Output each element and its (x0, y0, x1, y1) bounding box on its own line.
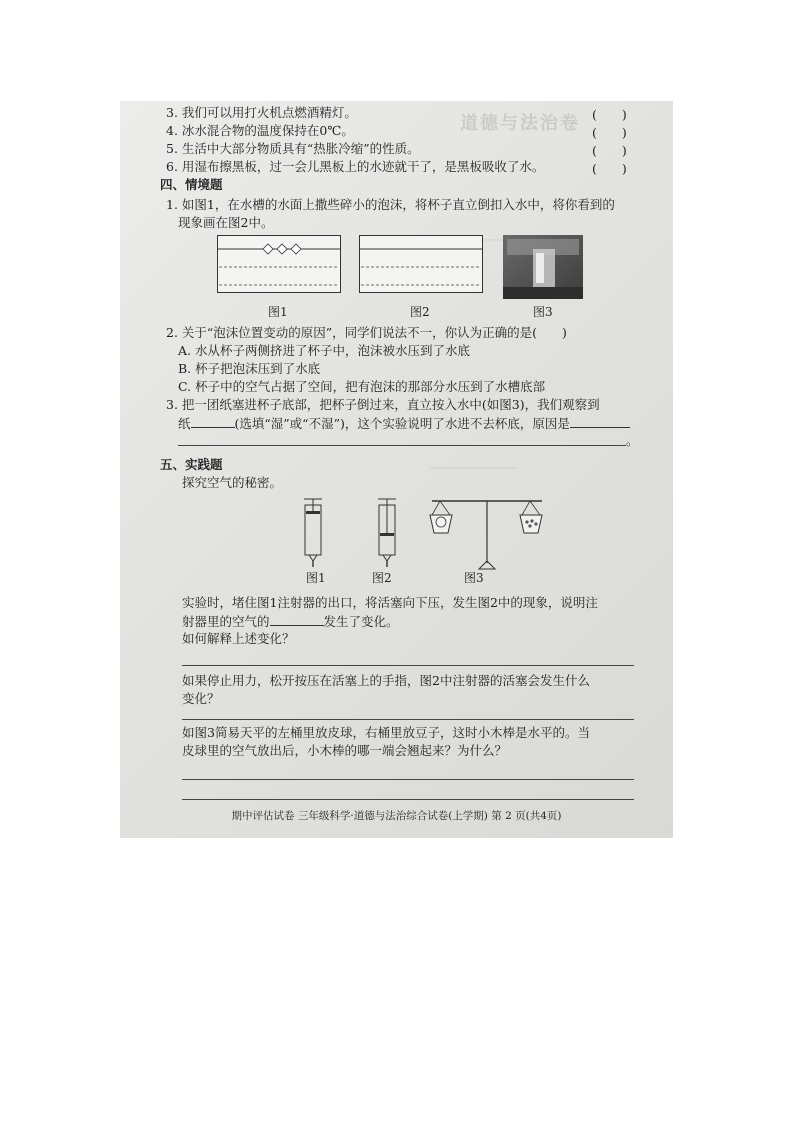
page-footer: 期中评估试卷 三年级科学·道德与法治综合试卷(上学期) 第 2 页(共4页) (231, 810, 562, 822)
question-text: 射器里的空气的 发生了变化。 (182, 614, 399, 629)
figure-syringe-1 (300, 493, 326, 571)
answer-line[interactable] (178, 445, 626, 446)
blank-line[interactable] (270, 613, 324, 626)
judgment-item: 6. 用湿布擦黑板，过一会儿黑板上的水迹就干了，是黑板吸收了水。 (166, 159, 545, 174)
exam-page (120, 101, 673, 838)
figure-caption: 图1 (306, 571, 326, 585)
question-text: 现象画在图2中。 (178, 215, 274, 230)
question-text: 实验时，堵住图1注射器的出口，将活塞向下压，发生图2中的现象，说明注 (182, 595, 598, 610)
bleed-through-title: 道德与法治卷 (460, 113, 580, 134)
option-c: C. 杯子中的空气占据了空间，把有泡沫的那部分水压到了水槽底部 (178, 379, 546, 394)
figure-photo-cup (503, 235, 583, 299)
figure-caption: 图2 (372, 571, 392, 585)
question-text: 如果停止用力，松开按压在活塞上的手指，图2中注射器的活塞会发生什么 (182, 673, 590, 688)
answer-line[interactable] (182, 779, 634, 780)
section-title: 五、实践题 (160, 457, 223, 472)
judgment-item: 5. 生活中大部分物质具有“热胀冷缩”的性质。 (166, 141, 420, 156)
bleed-through-text: ──────────── (430, 461, 517, 475)
figure-trough-2 (359, 235, 483, 293)
period-mark: 。 (626, 433, 639, 448)
answer-paren: ( ) (592, 143, 627, 158)
judgment-item: 4. 冰水混合物的温度保持在0℃。 (166, 123, 354, 138)
blank-line[interactable] (570, 415, 630, 428)
answer-paren: ( ) (592, 107, 627, 122)
option-b: B. 杯子把泡沫压到了水底 (178, 361, 321, 376)
judgment-item: 3. 我们可以用打火机点燃酒精灯。 (166, 105, 357, 120)
answer-line[interactable] (182, 799, 634, 800)
blank-line[interactable] (191, 415, 235, 428)
question-text: 皮球里的空气放出后，小木棒的哪一端会翘起来？为什么？ (182, 743, 508, 758)
question-text: 3. 把一团纸塞进杯子底部，把杯子倒过来，直立按入水中(如图3)，我们观察到 (166, 397, 600, 412)
figure-caption: 图3 (464, 571, 484, 585)
figure-trough-1 (217, 235, 341, 293)
option-a: A. 水从杯子两侧挤进了杯子中，泡沫被水压到了水底 (178, 343, 470, 358)
answer-paren: ( ) (592, 125, 627, 140)
question-text: 1. 如图1，在水槽的水面上撒些碎小的泡沫，将杯子直立倒扣入水中，将你看到的 (166, 197, 615, 212)
section-title: 四、情境题 (160, 177, 223, 192)
question-text: 纸 (选填“湿”或“不湿”)，这个实验说明了水进不去杯底，原因是 (178, 415, 630, 432)
figure-caption: 图2 (410, 305, 430, 319)
figure-syringe-2 (374, 493, 400, 571)
question-text: 变化？ (182, 691, 220, 706)
question-text: 如图3简易天平的左桶里放皮球，右桶里放豆子，这时小木棒是水平的。当 (182, 725, 590, 740)
answer-paren: ( ) (592, 161, 627, 176)
answer-line[interactable] (182, 719, 634, 720)
question-text: 如何解释上述变化？ (182, 631, 295, 646)
figure-balance (426, 491, 548, 571)
figure-caption: 图3 (533, 305, 553, 319)
answer-line[interactable] (182, 665, 634, 666)
question-text: 2. 关于“泡沫位置变动的原因”，同学们说法不一，你认为正确的是( ) (166, 325, 567, 340)
intro-text: 探究空气的秘密。 (182, 475, 283, 490)
figure-caption: 图1 (268, 305, 288, 319)
